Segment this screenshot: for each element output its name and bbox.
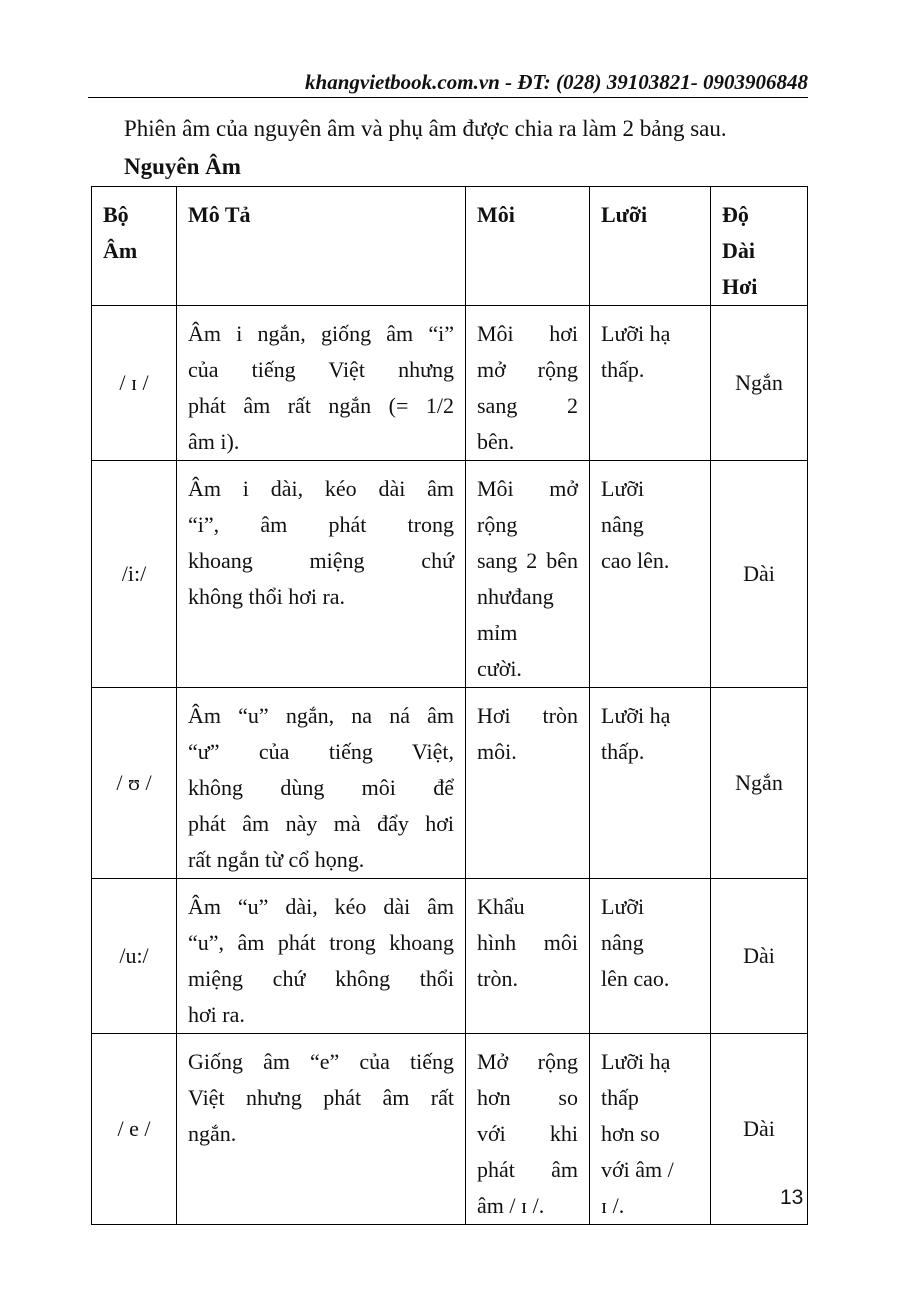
sound-cell: / ɪ / — [92, 306, 177, 461]
header-line: Hơi — [722, 274, 758, 299]
cell-line: Môi hơi — [477, 321, 578, 346]
cell-line: thấp. — [601, 357, 645, 382]
header-line: Bộ — [103, 202, 129, 227]
description-cell — [177, 879, 466, 1034]
cell-line: Lưỡi hạ — [601, 703, 671, 728]
header-line: Âm — [103, 238, 138, 263]
cell-line: rộng — [477, 512, 518, 537]
description-cell — [177, 1034, 466, 1225]
cell-line: âm i). — [188, 429, 240, 454]
cell-line: sang 2 bên — [477, 548, 578, 573]
tongue-cell — [590, 1034, 711, 1225]
table-row — [92, 306, 808, 461]
cell-line: Lưỡi — [601, 476, 645, 501]
cell-line: nâng — [601, 930, 644, 955]
running-header: khangvietbook.com.vn - ĐT: (028) 39103821- 0903906848 — [305, 70, 808, 94]
cell-line: Mở rộng — [477, 1049, 578, 1074]
cell-line: Hơi tròn — [477, 703, 578, 728]
header-description — [177, 187, 466, 306]
tongue-cell — [590, 688, 711, 879]
cell-line: Lưỡi — [601, 894, 645, 919]
cell-line: “ư” của tiếng Việt, — [188, 739, 454, 764]
table-row — [92, 461, 808, 688]
cell-line: Lưỡi hạ — [601, 1049, 671, 1074]
cell-line: với khi — [477, 1121, 578, 1146]
cell-line: môi. — [477, 739, 517, 764]
cell-line: Âm “u” ngắn, na ná âm — [188, 703, 454, 728]
header-lips — [466, 187, 590, 306]
tongue-cell — [590, 306, 711, 461]
description-cell — [177, 688, 466, 879]
cell-line: sang 2 — [477, 393, 578, 418]
header-line: Môi — [477, 202, 515, 227]
section-title: Nguyên Âm — [124, 154, 241, 179]
cell-line: nhưđang — [477, 584, 554, 609]
length-cell: Dài — [711, 1034, 808, 1225]
length-cell: Dài — [711, 461, 808, 688]
cell-line: thấp. — [601, 739, 645, 764]
cell-line: Giống âm “e” của tiếng — [188, 1049, 454, 1074]
header-line: Dài — [722, 238, 755, 263]
lips-cell — [466, 879, 590, 1034]
cell-line: ɪ /. — [601, 1193, 625, 1218]
header-sound — [92, 187, 177, 306]
cell-line: rất ngắn từ cổ họng. — [188, 847, 365, 872]
description-cell — [177, 306, 466, 461]
page-number: 13 — [780, 1186, 804, 1209]
header-length — [711, 187, 808, 306]
cell-line: không dùng môi để — [188, 775, 454, 800]
header-line: Mô Tả — [188, 202, 251, 227]
cell-line: hơn so — [477, 1085, 578, 1110]
cell-line: hơi ra. — [188, 1002, 245, 1027]
cell-line: mỉm — [477, 620, 518, 645]
cell-line: của tiếng Việt nhưng — [188, 357, 454, 382]
cell-line: hơn so — [601, 1121, 660, 1146]
cell-line: “i”, âm phát trong — [188, 512, 454, 537]
tongue-cell — [590, 879, 711, 1034]
cell-line: cười. — [477, 656, 522, 681]
cell-line: khoang miệng chứ — [188, 548, 454, 573]
cell-line: nâng — [601, 512, 644, 537]
lips-cell — [466, 1034, 590, 1225]
cell-line: phát âm — [477, 1157, 578, 1182]
cell-line: Âm “u” dài, kéo dài âm — [188, 894, 454, 919]
lips-cell — [466, 688, 590, 879]
cell-line: hình môi — [477, 930, 578, 955]
header-line: Lưỡi — [601, 202, 648, 227]
cell-line: với âm / — [601, 1157, 674, 1182]
header-rule — [88, 97, 808, 98]
table-row — [92, 879, 808, 1034]
vowel-table — [91, 186, 808, 1225]
cell-line: phát âm rất ngắn (= 1/2 — [188, 393, 454, 418]
cell-line: âm / ɪ /. — [477, 1193, 545, 1218]
cell-line: mở rộng — [477, 357, 578, 382]
table-row — [92, 1034, 808, 1225]
length-cell: Ngắn — [711, 306, 808, 461]
table-header-row — [92, 187, 808, 306]
cell-line: Lưỡi hạ — [601, 321, 671, 346]
sound-cell: /i:/ — [92, 461, 177, 688]
cell-line: phát âm này mà đẩy hơi — [188, 811, 454, 836]
cell-line: “u”, âm phát trong khoang — [188, 930, 454, 955]
cell-line: lên cao. — [601, 966, 670, 991]
table-row — [92, 688, 808, 879]
tongue-cell — [590, 461, 711, 688]
cell-line: Khẩu — [477, 894, 525, 919]
header-tongue — [590, 187, 711, 306]
lips-cell — [466, 461, 590, 688]
cell-line: không thổi hơi ra. — [188, 584, 346, 609]
lips-cell — [466, 306, 590, 461]
cell-line: ngắn. — [188, 1121, 237, 1146]
length-cell: Dài — [711, 879, 808, 1034]
sound-cell: / e / — [92, 1034, 177, 1225]
cell-line: thấp — [601, 1085, 639, 1110]
sound-cell: / ʊ / — [92, 688, 177, 879]
description-cell — [177, 461, 466, 688]
cell-line: Việt nhưng phát âm rất — [188, 1085, 454, 1110]
cell-line: Âm i dài, kéo dài âm — [188, 476, 454, 501]
intro-paragraph: Phiên âm của nguyên âm và phụ âm được chia ra làm 2 bảng sau. — [124, 116, 727, 141]
cell-line: Âm i ngắn, giống âm “i” — [188, 321, 454, 346]
cell-line: cao lên. — [601, 548, 670, 573]
sound-cell: /u:/ — [92, 879, 177, 1034]
cell-line: tròn. — [477, 966, 518, 991]
cell-line: Môi mở — [477, 476, 578, 501]
length-cell: Ngắn — [711, 688, 808, 879]
cell-line: bên. — [477, 429, 515, 454]
cell-line: miệng chứ không thổi — [188, 966, 454, 991]
header-line: Độ — [722, 202, 749, 227]
